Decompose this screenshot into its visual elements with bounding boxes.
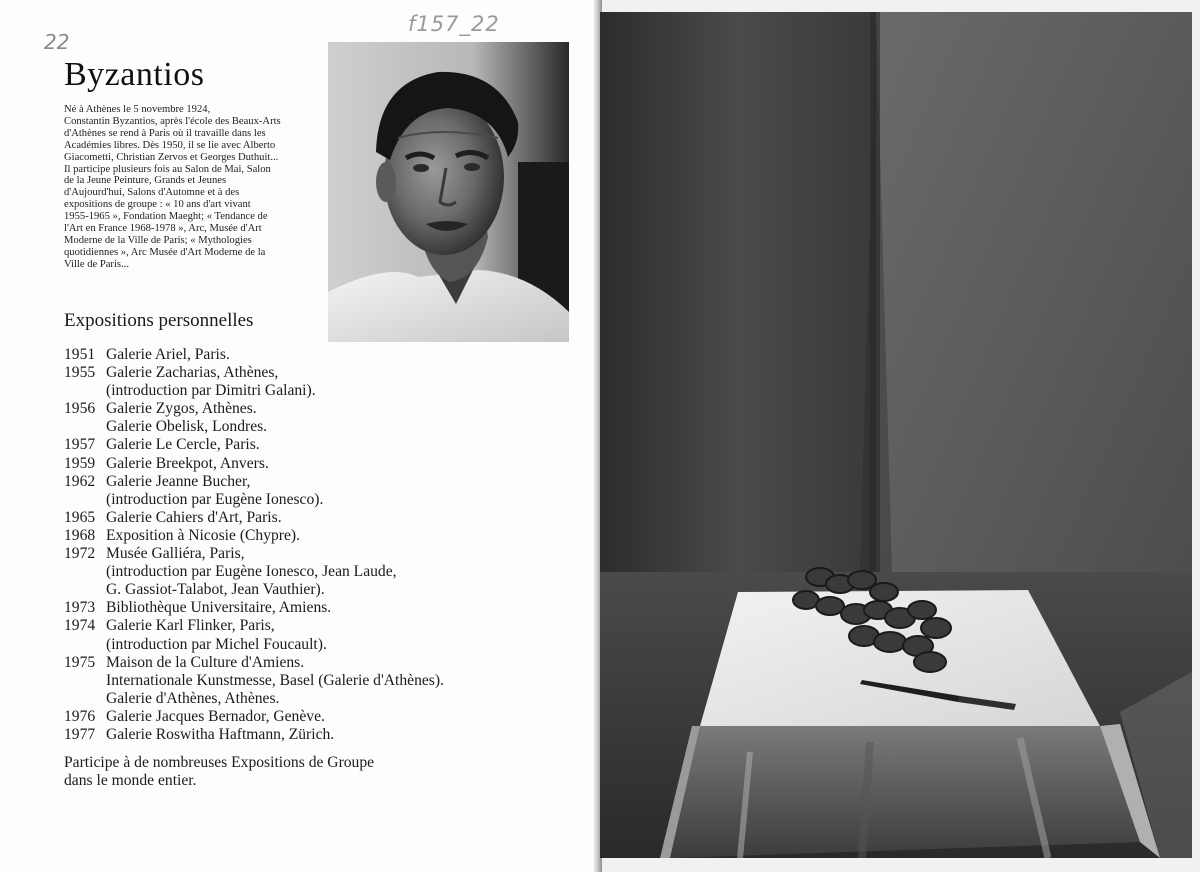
artist-bio <box>64 104 326 271</box>
artist-name: Byzantios <box>64 56 205 93</box>
exhibition-line: G. Gassiot-Talabot, Jean Vauthier). <box>106 581 325 599</box>
artist-portrait-photo <box>328 42 569 342</box>
exhibition-year: 1968 <box>64 526 96 544</box>
exhibition-entry <box>64 654 584 708</box>
exhibition-year: 1972 <box>64 545 96 563</box>
exhibition-year: 1959 <box>64 454 96 472</box>
exhibition-entry <box>64 400 584 436</box>
bio-line: de la Jeune Peinture, Grands et Jeunes <box>64 175 227 187</box>
exhibition-entry <box>64 346 584 364</box>
handwritten-reference: f157_22 <box>408 12 500 36</box>
exhibition-entry <box>64 527 584 545</box>
bio-line: Moderne de la Ville de Paris; « Mythologies <box>64 234 252 246</box>
exhibition-line: (introduction par Michel Foucault). <box>106 635 327 653</box>
exhibition-line: Maison de la Culture d'Amiens. <box>106 653 305 671</box>
exhibition-line: Galerie Zacharias, Athènes, <box>106 364 279 382</box>
exhibition-entry <box>64 509 584 527</box>
exhibition-year: 1957 <box>64 436 96 454</box>
bio-line: l'Art en France 1968-1978 », Arc, Musée d'Art <box>64 223 262 235</box>
exhibition-line: Galerie Breekpot, Anvers. <box>106 454 269 472</box>
exhibition-entry <box>64 599 584 617</box>
exhibition-year: 1976 <box>64 707 96 725</box>
exhibition-line: Galerie Ariel, Paris. <box>106 346 230 363</box>
bio-line: Académies libres. Dès 1950, il se lie avec Alberto <box>64 139 276 151</box>
exhibition-line: Galerie Le Cercle, Paris. <box>106 436 260 454</box>
exhibition-line: Internationale Kunstmesse, Basel (Galerie d'Athènes). <box>106 671 444 689</box>
exhibition-year: 1955 <box>64 364 96 382</box>
exhibition-line: Galerie Cahiers d'Art, Paris. <box>106 508 282 526</box>
exhibition-line: Galerie Jeanne Bucher, <box>106 472 251 490</box>
exhibition-year: 1962 <box>64 472 96 490</box>
exhibition-line: Galerie Jacques Bernador, Genève. <box>106 707 325 725</box>
exhibition-line: Galerie Obelisk, Londres. <box>106 418 268 436</box>
exhibition-year: 1951 <box>64 346 96 363</box>
exhibitions-heading: Expositions personnelles <box>64 310 254 331</box>
exhibition-line: Exposition à Nicosie (Chypre). <box>106 526 301 544</box>
exhibition-line: Galerie Karl Flinker, Paris, <box>106 617 275 635</box>
exhibition-line: Bibliothèque Universitaire, Amiens. <box>106 599 332 617</box>
bio-line: Ville de Paris... <box>64 258 129 270</box>
handwritten-page-number: 22 <box>44 30 70 54</box>
note-line: dans le monde entier. <box>64 772 197 790</box>
bio-line: d'Athènes se rend à Paris où il travaille dans les <box>64 127 266 139</box>
exhibition-year: 1965 <box>64 508 96 526</box>
exhibition-entry <box>64 726 584 744</box>
exhibition-entry <box>64 473 584 509</box>
exhibition-year: 1975 <box>64 653 96 671</box>
exhibition-line: (introduction par Eugène Ionesco). <box>106 490 324 508</box>
exhibition-entry <box>64 364 584 400</box>
note-line: Participe à de nombreuses Expositions de Groupe <box>64 754 375 771</box>
exhibition-year: 1956 <box>64 400 96 418</box>
bio-line: Giacometti, Christian Zervos et Georges Duthuit... <box>64 151 279 163</box>
exhibition-line: (introduction par Eugène Ionesco, Jean Laude, <box>106 563 397 581</box>
bio-line: d'Aujourd'hui, Salons d'Automne et à des <box>64 187 240 199</box>
bio-line: expositions de groupe : « 10 ans d'art vivant <box>64 199 251 211</box>
group-exhibitions-note <box>64 754 484 791</box>
exhibition-year: 1973 <box>64 599 96 617</box>
exhibition-line: Musée Galliéra, Paris, <box>106 545 245 563</box>
exhibition-entry <box>64 708 584 726</box>
exhibition-entry <box>64 455 584 473</box>
bio-line: Il participe plusieurs fois au Salon de Mai, Salon <box>64 163 271 175</box>
bio-line: 1955-1965 », Fondation Maeght; « Tendance de <box>64 211 268 223</box>
still-life-painting-photo <box>600 12 1192 858</box>
exhibition-line: Galerie Roswitha Haftmann, Zürich. <box>106 725 335 743</box>
exhibition-line: Galerie Zygos, Athènes. <box>106 400 257 418</box>
exhibitions-list <box>64 346 584 744</box>
exhibition-entry <box>64 617 584 653</box>
exhibition-entry <box>64 436 584 454</box>
bio-line: quotidiennes », Arc Musée d'Art Moderne de la <box>64 246 266 258</box>
exhibition-entry <box>64 545 584 599</box>
bio-line: Né à Athènes le 5 novembre 1924, <box>64 104 211 115</box>
exhibition-year: 1974 <box>64 617 96 635</box>
bio-line: Constantin Byzantios, après l'école des Beaux-Arts <box>64 115 281 127</box>
exhibition-year: 1977 <box>64 725 96 743</box>
exhibition-line: (introduction par Dimitri Galani). <box>106 382 316 400</box>
exhibition-line: Galerie d'Athènes, Athènes. <box>106 689 280 707</box>
